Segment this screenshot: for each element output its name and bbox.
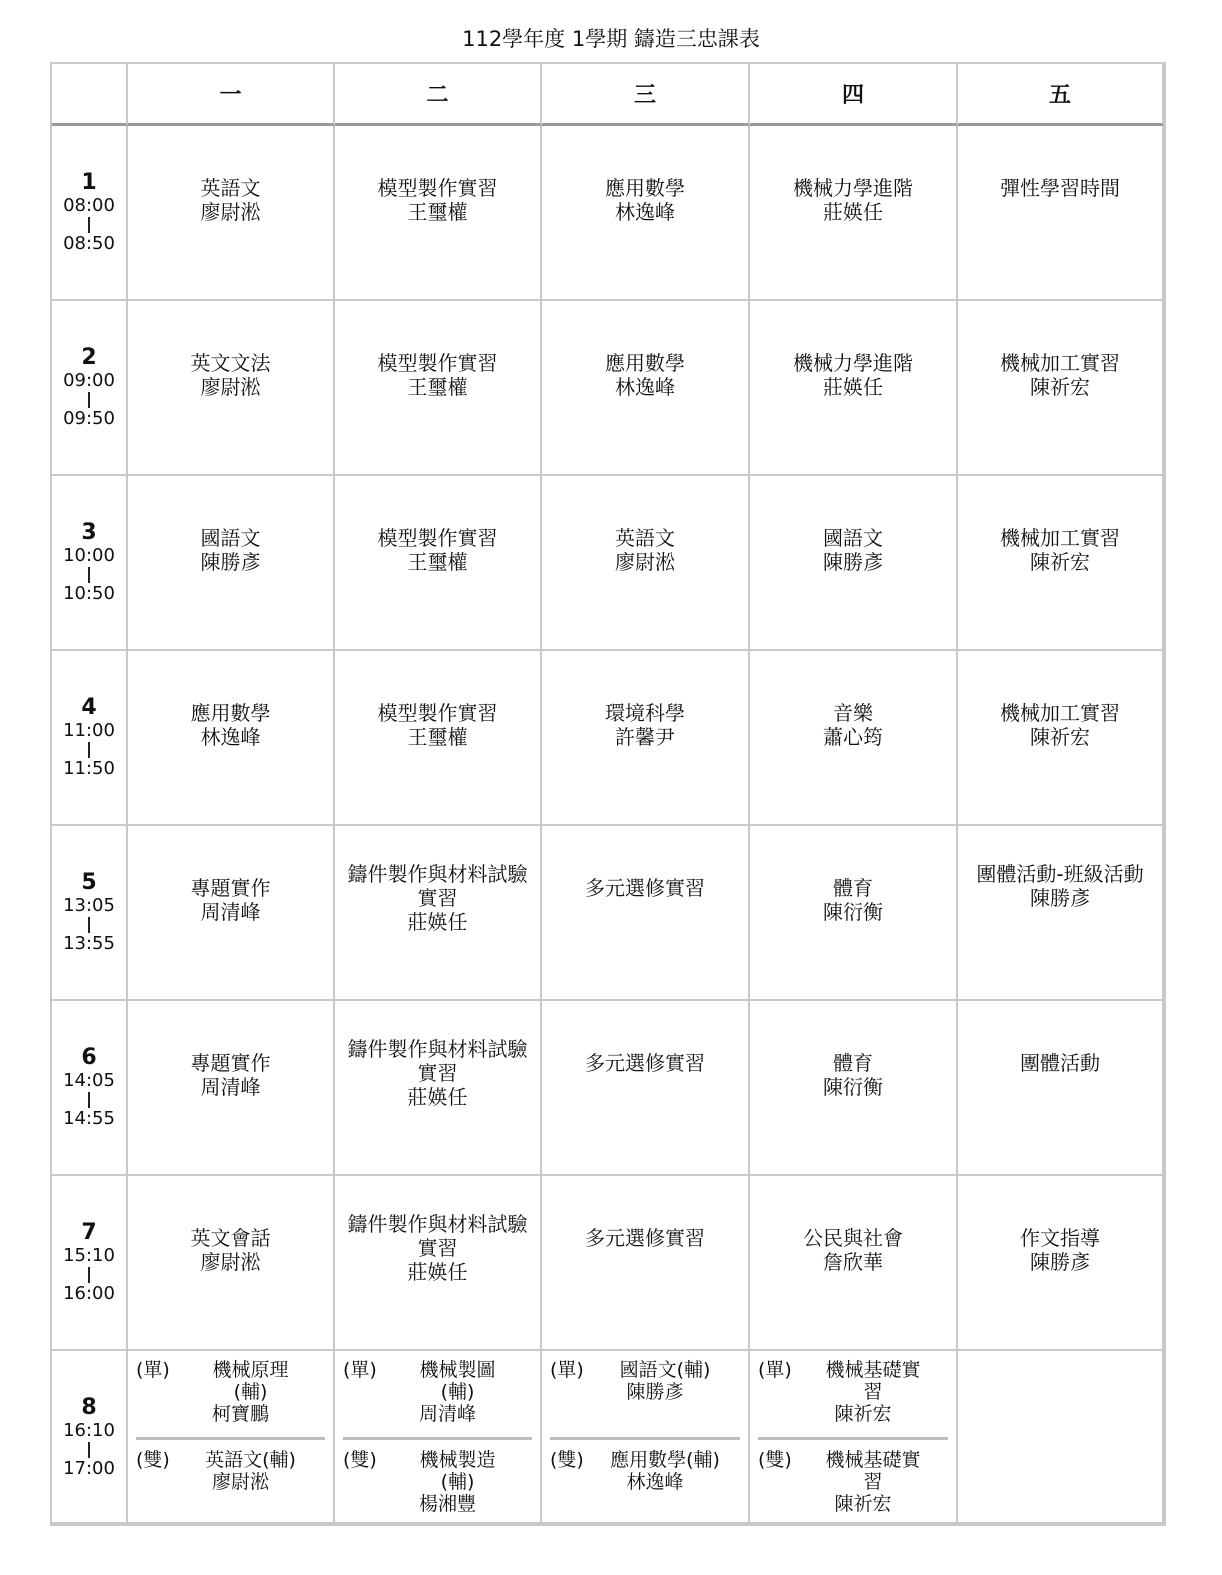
week-tag: (單) bbox=[758, 1359, 792, 1381]
period-start-time: 09:00 bbox=[63, 370, 115, 391]
aux-line bbox=[550, 1449, 740, 1471]
aux-line bbox=[136, 1449, 325, 1471]
aux-line bbox=[343, 1359, 532, 1403]
aux-line bbox=[550, 1359, 740, 1381]
period-label bbox=[52, 651, 128, 826]
period-end-time: 09:50 bbox=[63, 408, 115, 429]
course-teacher: 陳衍衡 bbox=[823, 900, 883, 924]
aux-subject: 機械製造(輔) bbox=[419, 1449, 496, 1493]
aux-subject: 機械製圖(輔) bbox=[419, 1359, 496, 1403]
course-cell bbox=[958, 126, 1164, 301]
course-teacher: 陳祈宏 bbox=[1030, 725, 1090, 749]
week-tag: (單) bbox=[550, 1359, 584, 1381]
course-cell bbox=[958, 301, 1164, 476]
aux-teacher: 陳勝彥 bbox=[626, 1381, 684, 1403]
aux-double-week bbox=[758, 1449, 948, 1515]
week-tag: (雙) bbox=[136, 1449, 170, 1471]
week-tag: (雙) bbox=[343, 1449, 377, 1471]
aux-teacher: 林逸峰 bbox=[626, 1471, 684, 1493]
aux-subject: 機械基礎實習 bbox=[825, 1449, 921, 1493]
course-cell bbox=[542, 476, 750, 651]
course-teacher: 王璽權 bbox=[407, 375, 468, 399]
period-end-time: 10:50 bbox=[63, 583, 115, 604]
time-range-divider bbox=[88, 392, 90, 408]
aux-subject: 機械原理(輔) bbox=[212, 1359, 289, 1403]
course-teacher: 林逸峰 bbox=[615, 200, 675, 224]
course-teacher: 陳衍衡 bbox=[823, 1075, 883, 1099]
course-subject: 鑄件製作與材料試驗實習 bbox=[347, 862, 528, 910]
course-cell bbox=[750, 651, 958, 826]
course-subject: 模型製作實習 bbox=[377, 176, 498, 200]
course-teacher: 莊媖任 bbox=[407, 1260, 468, 1284]
aux-course-cell bbox=[335, 1351, 542, 1524]
aux-divider bbox=[343, 1437, 532, 1440]
course-cell bbox=[335, 126, 542, 301]
course-cell bbox=[750, 826, 958, 1001]
aux-course-cell bbox=[128, 1351, 335, 1524]
aux-line bbox=[758, 1449, 948, 1493]
course-subject: 應用數學 bbox=[190, 701, 271, 725]
course-cell bbox=[128, 476, 335, 651]
course-cell bbox=[335, 826, 542, 1001]
time-range-divider bbox=[88, 1267, 90, 1283]
aux-double-week bbox=[136, 1449, 325, 1493]
course-cell bbox=[335, 1001, 542, 1176]
aux-subject: 英語文(輔) bbox=[205, 1449, 296, 1471]
period-number: 5 bbox=[81, 870, 97, 895]
course-teacher: 廖尉淞 bbox=[615, 550, 675, 574]
week-tag: (單) bbox=[343, 1359, 377, 1381]
period-start-time: 11:00 bbox=[63, 720, 115, 741]
course-subject: 鑄件製作與材料試驗實習 bbox=[347, 1037, 528, 1085]
course-cell bbox=[128, 651, 335, 826]
aux-divider bbox=[136, 1437, 325, 1440]
period-label bbox=[52, 476, 128, 651]
course-cell bbox=[128, 126, 335, 301]
course-teacher: 陳勝彥 bbox=[1030, 1250, 1090, 1274]
period-start-time: 15:10 bbox=[63, 1245, 115, 1266]
course-teacher: 陳勝彥 bbox=[200, 550, 261, 574]
course-cell bbox=[335, 301, 542, 476]
day-header: 三 bbox=[542, 64, 750, 126]
course-teacher: 王璽權 bbox=[407, 550, 468, 574]
day-header: 四 bbox=[750, 64, 958, 126]
period-number: 1 bbox=[81, 170, 97, 195]
day-header: 五 bbox=[958, 64, 1164, 126]
aux-subject: 國語文(輔) bbox=[619, 1359, 711, 1381]
period-number: 8 bbox=[81, 1395, 97, 1420]
period-end-time: 11:50 bbox=[63, 758, 115, 779]
course-subject: 機械力學進階 bbox=[793, 176, 913, 200]
time-range-divider bbox=[88, 567, 90, 583]
course-subject: 體育 bbox=[833, 876, 873, 900]
course-cell bbox=[128, 1176, 335, 1351]
aux-line bbox=[758, 1359, 948, 1403]
course-cell bbox=[335, 1176, 542, 1351]
course-teacher: 詹欣華 bbox=[823, 1250, 883, 1274]
course-teacher: 莊媖任 bbox=[407, 1085, 468, 1109]
period-number: 6 bbox=[81, 1045, 97, 1070]
course-teacher: 陳勝彥 bbox=[1030, 886, 1090, 910]
time-range-divider bbox=[88, 917, 90, 933]
page-title: 112學年度 1學期 鑄造三忠課表 bbox=[462, 27, 760, 51]
aux-teacher: 廖尉淞 bbox=[211, 1471, 269, 1493]
period-start-time: 13:05 bbox=[63, 895, 115, 916]
aux-course-cell bbox=[542, 1351, 750, 1524]
course-cell bbox=[750, 301, 958, 476]
course-teacher: 周清峰 bbox=[200, 900, 261, 924]
aux-subject: 機械基礎實習 bbox=[825, 1359, 921, 1403]
course-subject: 模型製作實習 bbox=[377, 351, 498, 375]
course-cell bbox=[958, 826, 1164, 1001]
course-cell bbox=[750, 1001, 958, 1176]
course-subject: 音樂 bbox=[833, 701, 873, 725]
course-cell bbox=[335, 651, 542, 826]
period-end-time: 16:00 bbox=[63, 1283, 115, 1304]
time-range-divider bbox=[88, 742, 90, 758]
course-teacher: 陳祈宏 bbox=[1030, 375, 1090, 399]
course-subject: 機械力學進階 bbox=[793, 351, 913, 375]
course-subject: 英語文 bbox=[200, 176, 261, 200]
period-label bbox=[52, 1351, 128, 1524]
period-number: 2 bbox=[81, 345, 97, 370]
course-subject: 機械加工實習 bbox=[1000, 526, 1120, 550]
period-start-time: 08:00 bbox=[63, 195, 115, 216]
aux-teacher: 周清峰 bbox=[418, 1403, 476, 1425]
course-teacher: 林逸峰 bbox=[615, 375, 675, 399]
aux-teacher: 楊湘豐 bbox=[418, 1493, 476, 1515]
course-cell bbox=[542, 651, 750, 826]
timetable-grid bbox=[50, 62, 1166, 1526]
course-cell bbox=[542, 126, 750, 301]
course-subject: 鑄件製作與材料試驗實習 bbox=[347, 1212, 528, 1260]
course-subject: 模型製作實習 bbox=[377, 526, 498, 550]
course-subject: 彈性學習時間 bbox=[1000, 176, 1120, 200]
period-label bbox=[52, 126, 128, 301]
period-label bbox=[52, 1176, 128, 1351]
course-subject: 專題實作 bbox=[190, 1051, 271, 1075]
course-teacher: 王璽權 bbox=[407, 725, 468, 749]
course-teacher: 莊媖任 bbox=[823, 375, 883, 399]
course-subject: 多元選修實習 bbox=[585, 1051, 705, 1075]
course-cell bbox=[542, 826, 750, 1001]
course-subject: 團體活動 bbox=[1020, 1051, 1100, 1075]
aux-teacher: 陳祈宏 bbox=[834, 1493, 892, 1515]
course-teacher: 莊媖任 bbox=[407, 910, 468, 934]
course-cell bbox=[958, 476, 1164, 651]
course-subject: 國語文 bbox=[200, 526, 261, 550]
course-subject: 機械加工實習 bbox=[1000, 351, 1120, 375]
course-teacher: 蕭心筠 bbox=[823, 725, 883, 749]
aux-single-week bbox=[343, 1359, 532, 1425]
aux-divider bbox=[550, 1437, 740, 1440]
period-number: 3 bbox=[81, 520, 97, 545]
week-tag: (雙) bbox=[758, 1449, 792, 1471]
aux-single-week bbox=[758, 1359, 948, 1425]
course-subject: 專題實作 bbox=[190, 876, 271, 900]
course-subject: 多元選修實習 bbox=[585, 1226, 705, 1250]
course-teacher: 廖尉淞 bbox=[200, 1250, 261, 1274]
time-range-divider bbox=[88, 217, 90, 233]
course-cell bbox=[542, 301, 750, 476]
course-teacher: 陳勝彥 bbox=[823, 550, 883, 574]
period-start-time: 14:05 bbox=[63, 1070, 115, 1091]
course-cell bbox=[958, 1001, 1164, 1176]
period-label bbox=[52, 1001, 128, 1176]
aux-line bbox=[136, 1359, 325, 1403]
period-label bbox=[52, 826, 128, 1001]
aux-divider bbox=[758, 1437, 948, 1440]
course-subject: 體育 bbox=[833, 1051, 873, 1075]
course-teacher: 陳祈宏 bbox=[1030, 550, 1090, 574]
course-subject: 團體活動-班級活動 bbox=[976, 862, 1144, 886]
time-range-divider bbox=[88, 1442, 90, 1458]
aux-course-cell bbox=[958, 1351, 1164, 1524]
course-subject: 模型製作實習 bbox=[377, 701, 498, 725]
course-cell bbox=[750, 126, 958, 301]
course-teacher: 王璽權 bbox=[407, 200, 468, 224]
course-teacher: 莊媖任 bbox=[823, 200, 883, 224]
course-subject: 英語文 bbox=[615, 526, 675, 550]
aux-course-cell bbox=[750, 1351, 958, 1524]
course-cell bbox=[750, 1176, 958, 1351]
period-number: 7 bbox=[81, 1220, 97, 1245]
period-label bbox=[52, 301, 128, 476]
period-number: 4 bbox=[81, 695, 97, 720]
course-cell bbox=[542, 1176, 750, 1351]
day-header: 二 bbox=[335, 64, 542, 126]
course-cell bbox=[542, 1001, 750, 1176]
course-teacher: 廖尉淞 bbox=[200, 200, 261, 224]
course-cell bbox=[335, 476, 542, 651]
course-cell bbox=[958, 651, 1164, 826]
week-tag: (雙) bbox=[550, 1449, 584, 1471]
course-subject: 英文會話 bbox=[190, 1226, 271, 1250]
course-subject: 國語文 bbox=[823, 526, 883, 550]
course-subject: 應用數學 bbox=[605, 176, 685, 200]
period-start-time: 10:00 bbox=[63, 545, 115, 566]
period-end-time: 08:50 bbox=[63, 233, 115, 254]
course-cell bbox=[128, 301, 335, 476]
week-tag: (單) bbox=[136, 1359, 170, 1381]
course-subject: 環境科學 bbox=[605, 701, 685, 725]
aux-subject: 應用數學(輔) bbox=[610, 1449, 720, 1471]
course-teacher: 林逸峰 bbox=[200, 725, 261, 749]
course-cell bbox=[958, 1176, 1164, 1351]
course-teacher: 周清峰 bbox=[200, 1075, 261, 1099]
course-subject: 作文指導 bbox=[1020, 1226, 1100, 1250]
aux-single-week bbox=[550, 1359, 740, 1403]
time-range-divider bbox=[88, 1092, 90, 1108]
course-subject: 多元選修實習 bbox=[585, 876, 705, 900]
course-subject: 應用數學 bbox=[605, 351, 685, 375]
course-teacher: 許馨尹 bbox=[615, 725, 675, 749]
course-cell bbox=[128, 1001, 335, 1176]
course-subject: 機械加工實習 bbox=[1000, 701, 1120, 725]
aux-single-week bbox=[136, 1359, 325, 1425]
course-subject: 英文文法 bbox=[190, 351, 271, 375]
day-header: 一 bbox=[128, 64, 335, 126]
period-end-time: 13:55 bbox=[63, 933, 115, 954]
aux-teacher: 陳祈宏 bbox=[834, 1403, 892, 1425]
aux-double-week bbox=[550, 1449, 740, 1493]
course-subject: 公民與社會 bbox=[803, 1226, 903, 1250]
period-start-time: 16:10 bbox=[63, 1420, 115, 1441]
aux-teacher: 柯寶鵬 bbox=[211, 1403, 269, 1425]
course-cell bbox=[750, 476, 958, 651]
period-end-time: 14:55 bbox=[63, 1108, 115, 1129]
aux-line bbox=[343, 1449, 532, 1493]
aux-double-week bbox=[343, 1449, 532, 1515]
course-teacher: 廖尉淞 bbox=[200, 375, 261, 399]
course-cell bbox=[128, 826, 335, 1001]
period-end-time: 17:00 bbox=[63, 1458, 115, 1479]
header-corner bbox=[52, 64, 128, 126]
